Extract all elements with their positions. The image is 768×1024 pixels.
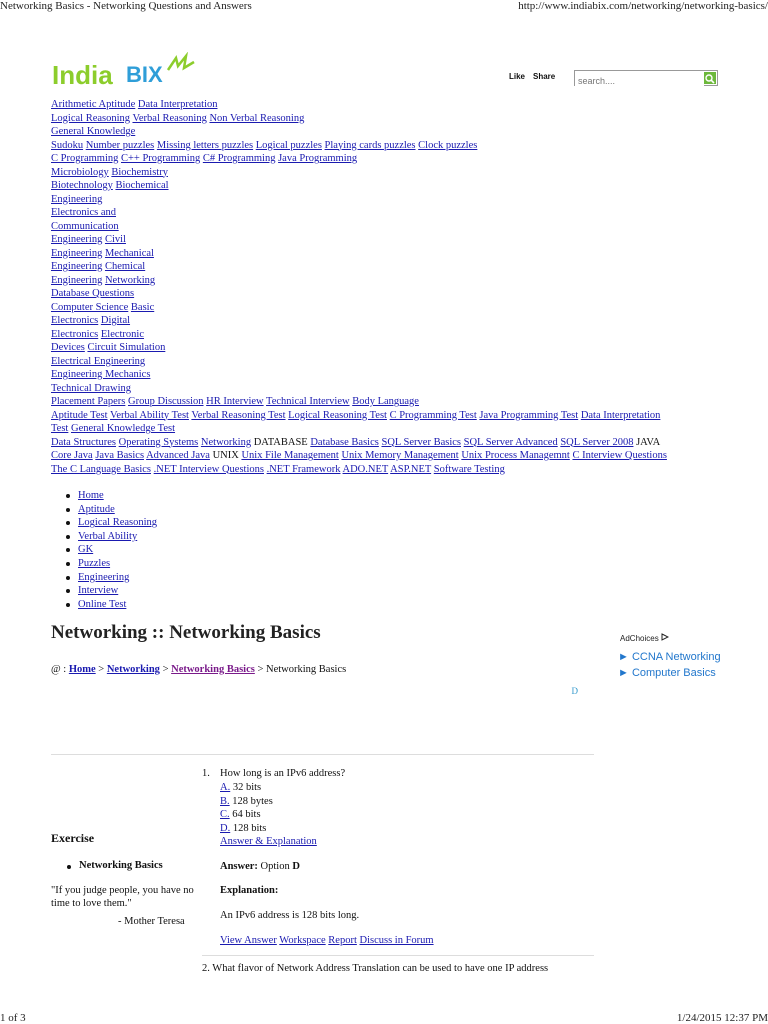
- category-link[interactable]: C# Programming: [202, 153, 276, 164]
- category-link[interactable]: C Programming Test: [389, 409, 477, 421]
- answer-explanation-link[interactable]: Answer & Explanation: [220, 836, 317, 848]
- question-actions: [220, 935, 434, 946]
- nav-item: [78, 584, 157, 598]
- category-link[interactable]: Database Questions: [51, 288, 135, 299]
- answer-value: Option: [260, 861, 290, 872]
- category-line: [51, 395, 711, 409]
- page-count-footer: 1 of 3: [0, 1012, 26, 1024]
- category-link[interactable]: Software Testing: [433, 463, 505, 475]
- category-links: [51, 98, 711, 476]
- category-link[interactable]: C++ Programming: [121, 153, 201, 164]
- nav-link-logical-reasoning[interactable]: Logical Reasoning: [78, 517, 158, 529]
- question-number: 1.: [202, 768, 210, 779]
- category-link[interactable]: Networking: [104, 274, 156, 286]
- category-link[interactable]: The C Language Basics: [51, 463, 152, 475]
- nav-item: [78, 557, 157, 571]
- category-label: JAVA: [636, 436, 661, 448]
- nav-item: [78, 516, 157, 530]
- nav-link-interview[interactable]: Interview: [78, 585, 119, 597]
- category-label: UNIX: [212, 450, 239, 461]
- nav-link-puzzles[interactable]: Puzzles: [78, 557, 111, 569]
- category-link[interactable]: Body Language: [352, 396, 419, 407]
- category-link[interactable]: Electronic: [100, 328, 145, 340]
- category-line: [51, 449, 711, 463]
- category-link[interactable]: Logical Reasoning: [51, 112, 131, 124]
- category-link[interactable]: Engineering: [51, 274, 103, 286]
- category-line: [51, 314, 711, 328]
- option-d-link[interactable]: D.: [220, 822, 231, 834]
- option-b: [220, 795, 317, 809]
- nav-item: [78, 571, 157, 585]
- nav-link-aptitude[interactable]: Aptitude: [78, 503, 115, 515]
- nav-item: [78, 489, 157, 503]
- category-line: [51, 328, 711, 342]
- category-link[interactable]: Biotechnology: [51, 180, 113, 191]
- adchoices-icon: [661, 633, 669, 641]
- timestamp-footer: 1/24/2015 12:37 PM: [676, 1012, 768, 1024]
- report-link[interactable]: Report: [328, 935, 357, 946]
- category-link[interactable]: Basic: [130, 301, 155, 313]
- category-link[interactable]: Number puzzles: [85, 139, 155, 151]
- option-c-text: 64 bits: [232, 809, 261, 821]
- option-b-link[interactable]: B.: [220, 795, 230, 807]
- category-link[interactable]: Engineering: [51, 247, 103, 259]
- discuss-forum-link[interactable]: Discuss in Forum: [359, 935, 434, 946]
- view-answer-link[interactable]: View Answer: [220, 935, 277, 946]
- category-link[interactable]: SQL Server 2008: [560, 436, 634, 448]
- category-link[interactable]: Circuit Simulation: [87, 342, 166, 353]
- category-link[interactable]: Engineering: [51, 193, 103, 205]
- main-nav: [78, 489, 157, 611]
- category-link[interactable]: Biochemical: [115, 180, 169, 191]
- category-link[interactable]: Electronics: [51, 315, 99, 326]
- category-link[interactable]: Verbal Reasoning Test: [191, 409, 286, 421]
- share-button[interactable]: Share: [533, 72, 556, 81]
- explanation-label: Explanation:: [220, 885, 279, 896]
- category-link[interactable]: Test: [51, 423, 69, 434]
- category-link[interactable]: SQL Server Advanced: [463, 436, 558, 448]
- category-link[interactable]: Group Discussion: [127, 396, 204, 407]
- search-icon: [704, 73, 716, 85]
- category-link[interactable]: Engineering Mechanics: [51, 369, 151, 380]
- nav-item: [78, 530, 157, 544]
- option-a: [220, 781, 317, 795]
- category-link[interactable]: Electronics: [51, 328, 99, 340]
- category-line: [51, 179, 711, 193]
- breadcrumb: [51, 664, 346, 675]
- category-link[interactable]: ASP.NET: [390, 463, 432, 475]
- breadcrumb-networking[interactable]: Networking: [106, 664, 160, 675]
- category-link[interactable]: Operating Systems: [118, 436, 199, 448]
- category-line: [51, 301, 711, 315]
- logo-text-bix: BIX: [126, 62, 163, 87]
- category-link[interactable]: Aptitude Test: [51, 409, 108, 421]
- breadcrumb-sep: >: [162, 664, 169, 675]
- category-link[interactable]: Database Basics: [310, 436, 379, 448]
- category-line: [51, 274, 711, 288]
- quote-text: "If you judge people, you have no time to love them.": [51, 885, 194, 909]
- category-line: [51, 166, 711, 180]
- question-divider: [202, 955, 594, 956]
- category-line: [51, 98, 711, 112]
- like-button[interactable]: Like: [509, 72, 526, 81]
- category-link[interactable]: Playing cards puzzles: [324, 139, 416, 151]
- category-link[interactable]: General Knowledge Test: [70, 423, 176, 434]
- category-line: [51, 233, 711, 247]
- adchoices-label[interactable]: [620, 633, 669, 643]
- breadcrumb-networking-basics[interactable]: Networking Basics: [171, 664, 255, 675]
- adchoices-text: AdChoices: [620, 634, 659, 643]
- category-link[interactable]: ADO.NET: [342, 463, 389, 475]
- breadcrumb-prefix: @ :: [51, 664, 67, 675]
- category-line: [51, 422, 711, 436]
- nav-link-engineering[interactable]: Engineering: [78, 571, 130, 583]
- category-link[interactable]: HR Interview: [206, 396, 264, 407]
- category-link[interactable]: Unix File Management: [241, 450, 339, 461]
- category-line: [51, 247, 711, 261]
- breadcrumb-sep: >: [257, 664, 264, 675]
- option-d-text: 128 bits: [232, 822, 267, 834]
- ad-banner[interactable]: [51, 686, 594, 755]
- category-link[interactable]: Technical Interview: [266, 396, 350, 407]
- category-link[interactable]: Devices: [51, 342, 85, 353]
- category-link[interactable]: Java Programming: [278, 153, 358, 164]
- category-link[interactable]: Technical Drawing: [51, 382, 132, 394]
- quote-author: - Mother Teresa: [118, 916, 185, 927]
- category-link[interactable]: Clock puzzles: [418, 139, 478, 151]
- category-link[interactable]: Networking: [200, 436, 252, 448]
- category-link[interactable]: Engineering: [51, 234, 103, 245]
- page-title-header: Networking Basics - Networking Questions and Answers: [0, 0, 252, 12]
- category-line: [51, 260, 711, 274]
- ad-link-computer-basics[interactable]: ► Computer Basics: [618, 667, 716, 679]
- logo-swoosh-icon: [168, 56, 194, 70]
- indiabix-logo[interactable]: [50, 52, 200, 96]
- exercise-heading: Exercise: [51, 831, 95, 845]
- exercise-item[interactable]: Networking Basics: [79, 860, 163, 871]
- category-line: [51, 382, 711, 396]
- category-link[interactable]: Advanced Java: [146, 450, 210, 461]
- nav-link-home[interactable]: Home: [78, 490, 104, 501]
- breadcrumb-home[interactable]: Home: [68, 664, 96, 675]
- category-link[interactable]: Digital: [100, 315, 131, 326]
- search-button[interactable]: [704, 72, 716, 84]
- category-line: [51, 206, 711, 220]
- category-link[interactable]: Data Interpretation: [137, 99, 218, 110]
- category-link[interactable]: General Knowledge: [51, 126, 136, 137]
- category-link[interactable]: Logical Reasoning Test: [288, 409, 387, 421]
- ad-link-ccna-networking[interactable]: ► CCNA Networking: [618, 651, 721, 663]
- category-line: [51, 341, 711, 355]
- category-link[interactable]: Engineering: [51, 261, 103, 272]
- category-link[interactable]: Missing letters puzzles: [156, 139, 254, 151]
- category-link[interactable]: Communication: [51, 220, 119, 232]
- search-box: [574, 70, 718, 86]
- category-line: [51, 409, 711, 423]
- category-link[interactable]: C Interview Questions: [572, 450, 667, 461]
- answer-letter: D: [292, 861, 300, 872]
- category-line: [51, 287, 711, 301]
- answer-label: Answer:: [220, 861, 258, 872]
- category-link[interactable]: Unix Memory Management: [341, 450, 459, 461]
- category-link[interactable]: Data Interpretation: [580, 409, 661, 421]
- category-link[interactable]: Computer Science: [51, 301, 129, 313]
- option-b-text: 128 bytes: [232, 795, 273, 807]
- nav-item: [78, 503, 157, 517]
- category-line: [51, 220, 711, 234]
- category-link[interactable]: Sudoku: [51, 139, 84, 151]
- category-link[interactable]: Verbal Ability Test: [109, 409, 189, 421]
- category-link[interactable]: Java Programming Test: [479, 409, 579, 421]
- page-heading: Networking :: Networking Basics: [51, 622, 321, 643]
- nav-link-gk[interactable]: GK: [78, 544, 94, 556]
- answer-line: [220, 861, 300, 872]
- option-c-link[interactable]: C.: [220, 809, 230, 821]
- category-link[interactable]: Arithmetic Aptitude: [51, 99, 136, 110]
- category-line: [51, 355, 711, 369]
- question-2-text: 2. What flavor of Network Address Translation can be used to have one IP address: [202, 963, 549, 974]
- category-line: [51, 125, 711, 139]
- category-link[interactable]: C Programming: [51, 153, 119, 164]
- category-link[interactable]: Chemical: [104, 261, 146, 272]
- option-a-link[interactable]: A.: [220, 782, 231, 793]
- category-link[interactable]: Electronics and: [51, 207, 117, 218]
- category-line: [51, 463, 711, 477]
- breadcrumb-current: Networking Basics: [266, 664, 347, 675]
- category-line: [51, 112, 711, 126]
- search-input[interactable]: [575, 74, 704, 88]
- category-link[interactable]: Unix Process Managemnt: [461, 450, 570, 461]
- workspace-link[interactable]: Workspace: [279, 935, 326, 946]
- category-line: [51, 152, 711, 166]
- question-text: How long is an IPv6 address?: [220, 768, 346, 779]
- category-link[interactable]: Electrical Engineering: [51, 355, 146, 367]
- category-link[interactable]: Microbiology: [51, 166, 109, 178]
- page-url-header: http://www.indiabix.com/networking/networking-basics/: [518, 0, 768, 12]
- nav-link-online-test[interactable]: Online Test: [78, 598, 127, 610]
- option-a-text: 32 bits: [232, 782, 262, 793]
- category-link[interactable]: .NET Framework: [266, 463, 341, 475]
- answer-options: [220, 781, 317, 849]
- category-link[interactable]: Verbal Reasoning: [132, 112, 207, 124]
- explanation-text: An IPv6 address is 128 bits long.: [220, 910, 360, 921]
- category-link[interactable]: Civil: [104, 234, 126, 245]
- category-link[interactable]: Logical puzzles: [255, 139, 322, 151]
- nav-link-verbal-ability[interactable]: Verbal Ability: [78, 530, 138, 542]
- option-c: [220, 808, 317, 822]
- logo-text-india: India: [52, 60, 113, 90]
- category-link[interactable]: Non Verbal Reasoning: [209, 112, 305, 124]
- nav-item: [78, 598, 157, 612]
- category-link[interactable]: Data Structures: [51, 436, 117, 448]
- category-link[interactable]: Java Basics: [95, 450, 145, 461]
- category-line: [51, 436, 711, 450]
- category-link[interactable]: Mechanical: [104, 247, 154, 259]
- ad-marker: D: [571, 686, 578, 696]
- category-link[interactable]: Placement Papers: [51, 396, 126, 407]
- category-link[interactable]: SQL Server Basics: [381, 436, 461, 448]
- category-link[interactable]: .NET Interview Questions: [153, 463, 264, 475]
- category-line: [51, 193, 711, 207]
- category-link[interactable]: Biochemistry: [111, 166, 168, 178]
- option-d: [220, 822, 317, 836]
- category-link[interactable]: Core Java: [51, 450, 93, 461]
- category-line: [51, 368, 711, 382]
- breadcrumb-sep: >: [98, 664, 105, 675]
- category-label: DATABASE: [253, 436, 308, 448]
- nav-item: [78, 543, 157, 557]
- category-line: [51, 139, 711, 153]
